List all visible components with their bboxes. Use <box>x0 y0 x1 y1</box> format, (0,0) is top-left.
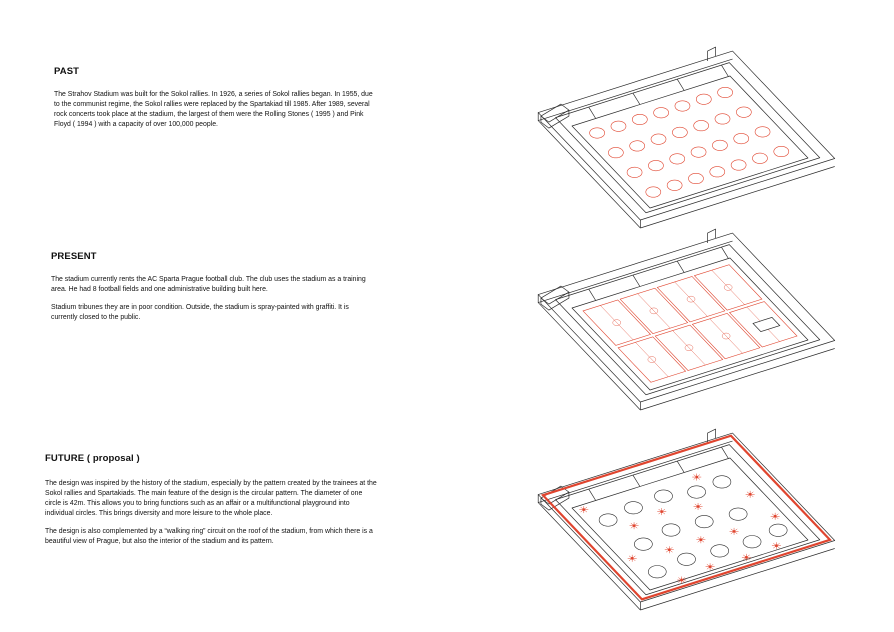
tree-icon <box>694 503 703 510</box>
sokol-circle <box>774 146 789 156</box>
design-circle <box>711 545 729 557</box>
present-entrance <box>708 229 716 243</box>
future-rim-edge-front <box>640 548 834 610</box>
sokol-circle <box>646 187 661 197</box>
tree-icon <box>628 555 637 562</box>
design-circle <box>743 536 761 548</box>
sokol-circle <box>667 180 682 190</box>
sokol-circle <box>712 140 727 150</box>
design-circle <box>678 553 696 565</box>
sokol-circle <box>648 160 663 170</box>
design-circle <box>729 508 747 520</box>
tree-icon <box>746 491 755 498</box>
design-circle <box>599 514 617 526</box>
tree-icon <box>772 542 781 549</box>
tree-icon <box>730 528 739 535</box>
tree-icon <box>630 522 639 529</box>
past-section <box>54 66 374 130</box>
sokol-circle <box>590 128 605 138</box>
future-stadium-drawing <box>520 432 810 612</box>
future-stadium-body <box>538 429 835 610</box>
present-stadium-drawing <box>520 232 810 412</box>
sokol-circle <box>627 167 642 177</box>
tree-icon <box>742 554 751 561</box>
past-field <box>572 76 808 208</box>
sokol-circle <box>675 101 690 111</box>
design-circle <box>634 538 652 550</box>
design-circle <box>654 490 672 502</box>
sokol-circle <box>755 127 770 137</box>
present-tribune-line <box>721 247 728 258</box>
future-tribune-line <box>721 447 728 458</box>
tree-icon <box>579 506 588 513</box>
tree-icon <box>677 577 686 584</box>
past-entrance <box>708 47 716 61</box>
sokol-circle <box>710 167 725 177</box>
past-paragraph: The Strahov Stadium was built for the Sokol rallies. In 1926, a series of Sokol rallies began. In 1955, due to the communist regime, the Sokol rallies were replaced by the Spartakiad till 1985. After 1989, several rock concerts took place at the stadium, the largest of them were the Rolling Stones ( 1995 ) and Pink Floyd ( 1994 ) with a capacity of over 100,000 people. <box>54 91 373 129</box>
sokol-circle <box>688 173 703 183</box>
design-circle <box>713 476 731 488</box>
sokol-circle <box>691 147 706 157</box>
past-stadium-body <box>538 47 835 228</box>
sokol-circle <box>696 94 711 104</box>
sokol-circle <box>651 134 666 144</box>
sokol-circle <box>715 114 730 124</box>
future-paragraph-2: The design is also complemented by a “walking ring” circuit on the roof of the stadium, from which there is a beautiful view of Prague, but also the interior of the stadium and its pattern. <box>45 528 373 546</box>
sokol-circle <box>608 147 623 157</box>
sokol-circle <box>718 87 733 97</box>
present-paragraph-2: Stadium tribunes they are in poor condition. Outside, the stadium is spray-painted with graffiti. It is currently closed to the public. <box>51 304 349 322</box>
tree-icon <box>692 474 701 481</box>
future-tribune-edge <box>556 445 820 595</box>
administrative-building <box>753 317 780 331</box>
tree-icon <box>771 513 780 520</box>
present-paragraph-1: The stadium currently rents the AC Sparta Prague football club. The club uses the stadium as a training area. He had 8 football fields and one administrative building built here. <box>51 276 366 294</box>
design-circle <box>648 566 666 578</box>
sokol-circle <box>752 153 767 163</box>
design-circle <box>662 524 680 536</box>
future-paragraph-1: The design was inspired by the history of the stadium, especially by the pattern created by the trainees at the Sokol rallies and Spartakiads. The main feature of the design is the circular pattern. The diameter of one circle is 42m. This allows you to bring functions such as an affair or a multifunctional playground into individual circles. This brings diversity and more leisure to the whole place. <box>45 480 377 518</box>
past-tribune-edge <box>556 63 820 213</box>
past-tribune-line <box>677 79 684 90</box>
sokol-circle <box>670 154 685 164</box>
present-tribune-line <box>589 289 596 300</box>
past-rim-edge-front <box>640 166 834 227</box>
future-field <box>572 458 808 590</box>
present-title: PRESENT <box>51 251 97 262</box>
design-circle <box>769 524 787 536</box>
past-title: PAST <box>54 66 80 77</box>
design-circle <box>624 502 642 514</box>
sokol-circle <box>731 160 746 170</box>
present-tribune-line <box>633 275 640 286</box>
sokol-circle <box>654 108 669 118</box>
tree-icon <box>665 546 674 553</box>
tree-icon <box>657 508 666 515</box>
sokol-circle <box>694 120 709 130</box>
design-circle <box>688 486 706 498</box>
past-tribune-line <box>721 65 728 76</box>
future-section <box>45 453 380 548</box>
present-tribune-line <box>677 261 684 272</box>
tree-icon <box>696 536 705 543</box>
design-circle <box>695 515 713 527</box>
sokol-circle <box>632 114 647 124</box>
sokol-circle <box>736 107 751 117</box>
tree-icon <box>706 563 715 570</box>
present-side-building <box>541 286 569 304</box>
future-tribune-line <box>633 475 640 486</box>
past-tribune-line <box>589 107 596 118</box>
present-stadium-body <box>538 229 835 410</box>
present-rim-edge-front <box>640 348 834 409</box>
sokol-circle <box>630 141 645 151</box>
past-side-building <box>541 104 569 122</box>
sokol-circle <box>611 121 626 131</box>
sokol-circle <box>734 133 749 143</box>
future-title: FUTURE ( proposal ) <box>45 453 140 464</box>
future-tribune-line <box>677 461 684 472</box>
present-section <box>51 251 371 323</box>
past-tribune-line <box>633 93 640 104</box>
sokol-circle <box>672 127 687 137</box>
past-stadium-drawing <box>520 50 810 230</box>
future-tribune-line <box>589 489 596 500</box>
